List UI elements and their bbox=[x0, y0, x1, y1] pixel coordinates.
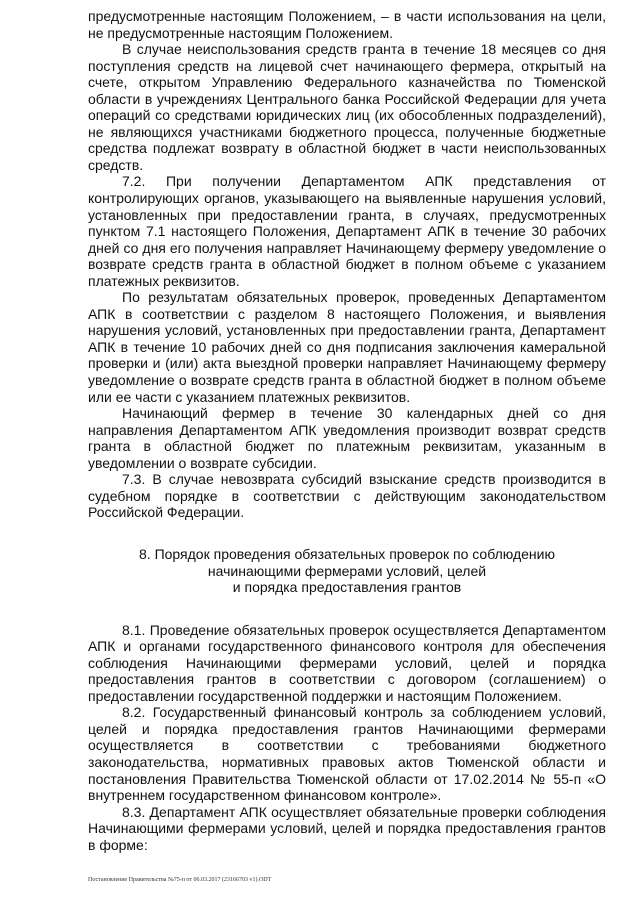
paragraph-7-3: 7.3. В случае невозврата субсидий взыскание средств производится в судебном порядке в соответствии с действующим законодательством Российской Федерации. bbox=[88, 471, 606, 521]
paragraph-continuation: предусмотренные настоящим Положением, – в части использования на цели, не предусмотренные настоящим Положением. bbox=[88, 8, 606, 41]
section-8-heading bbox=[88, 546, 606, 596]
section-heading-line: начинающими фермерами условий, целей bbox=[207, 562, 487, 579]
paragraph-8-2: 8.2. Государственный финансовый контроль за соблюдением условий, целей и порядка предоставления грантов Начинающими фермерами осуществляется в соответствии с требованиями бюджетного законодательства, нормативных правовых актов Тюменской области и постановления Правительства Тюменской области от 17.02.2014 № 55-п «О внутреннем государственном финансовом контроле». bbox=[88, 704, 606, 804]
paragraph-farmer-repayment: Начинающий фермер в течение 30 календарных дней со дня направления Департаментом АПК уведомления производит возврат средств гранта в областной бюджет по платежным реквизитам, указанным в уведомлении о возврате субсидии. bbox=[88, 405, 606, 471]
paragraph-8-3: 8.3. Департамент АПК осуществляет обязательные проверки соблюдения Начинающими фермерами условий, целей и порядка предоставления грантов в форме: bbox=[88, 803, 606, 853]
document-footer: Постановление Правительства №75-п от 06.03.2017 (23166703 v1).ODT bbox=[88, 877, 272, 883]
document-body bbox=[88, 8, 606, 853]
section-heading-line: и порядка предоставления грантов bbox=[232, 579, 462, 596]
section-heading-line: 8. Порядок проведения обязательных проверок по соблюдению bbox=[139, 545, 555, 562]
paragraph-inspection-results: По результатам обязательных проверок, проведенных Департаментом АПК в соответствии с разделом 8 настоящего Положения, и выявления нарушения условий, установленных при предоставлении гранта, Департамент АПК в течение 10 рабочих дней со дня подписания заключения камеральной проверки и (или) акта выездной проверки направляет Начинающему фермеру уведомление о возврате средств гранта в областной бюджет в полном объеме или ее части с указанием платежных реквизитов. bbox=[88, 289, 606, 405]
paragraph-7-2: 7.2. При получении Департаментом АПК представления от контролирующих органов, указывающего на выявленные нарушения условий, установленных при предоставлении гранта, в случаях, предусмотренных пунктом 7.1 настоящего Положения, Департамент АПК в течение 30 рабочих дней со дня его получения направляет Начинающему фермеру уведомление о возврате средств гранта в областной бюджет в полном объеме с указанием платежных реквизитов. bbox=[88, 173, 606, 289]
paragraph-8-1: 8.1. Проведение обязательных проверок осуществляется Департаментом АПК и органами государственного финансового контроля для обеспечения соблюдения Начинающими фермерами условий, целей и порядка предоставления грантов в соответствии с договором (соглашением) о предоставлении государственной поддержки и настоящим Положением. bbox=[88, 621, 606, 704]
paragraph-unused-grant-return: В случае неиспользования средств гранта в течение 18 месяцев со дня поступления средств на лицевой счет начинающего фермера, открытый на счете, открытом Управлению Федерального казначейства по Тюменской области в учреждениях Центрального банка Российской Федерации для учета операций со средствами юридических лиц (их обособленных подразделений), не являющихся участниками бюджетного процесса, полученные бюджетные средства подлежат возврату в областной бюджет в части неиспользованных средств. bbox=[88, 41, 606, 173]
